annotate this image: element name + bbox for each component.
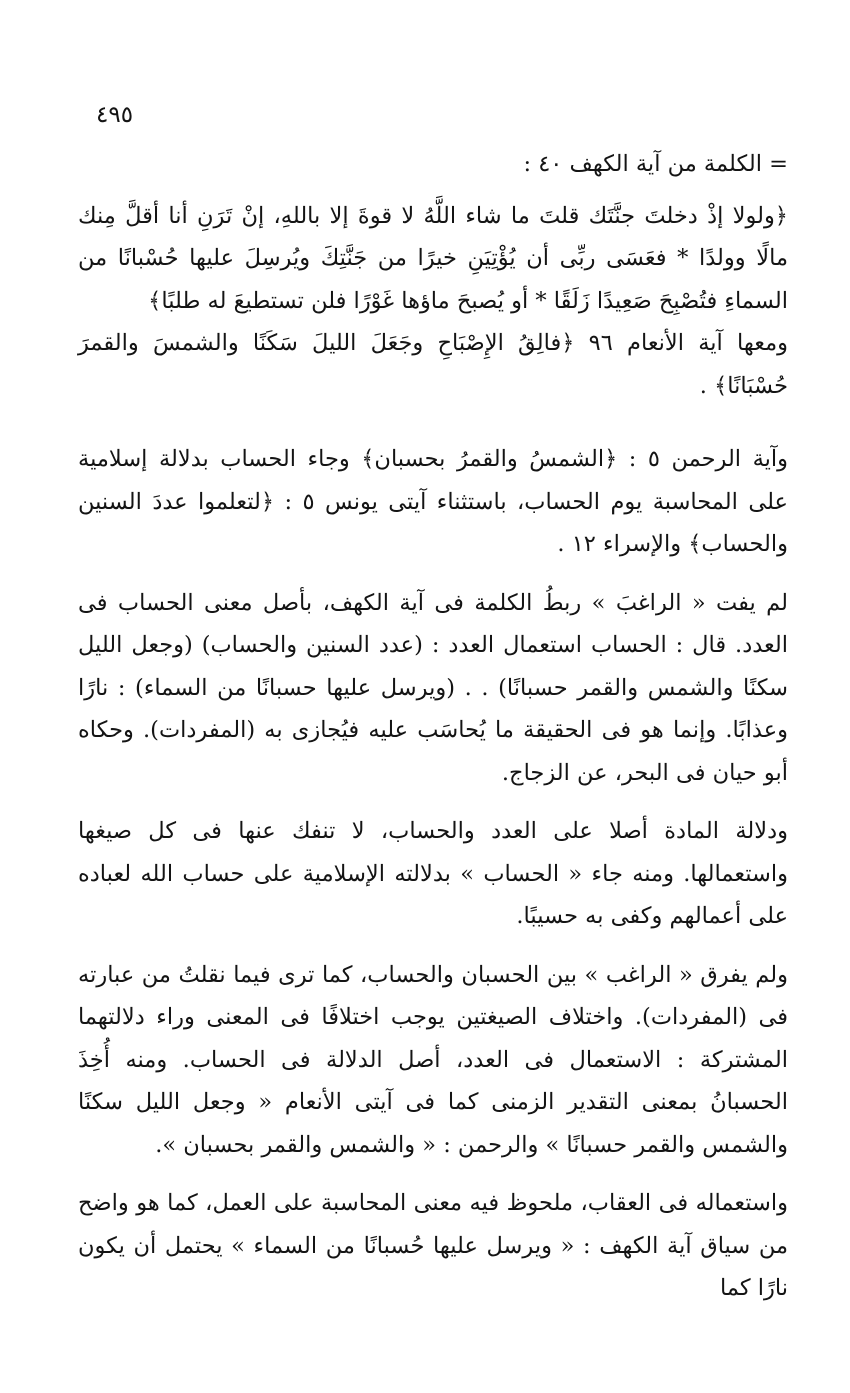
paragraph-punishment: واستعماله فى العقاب، ملحوظ فيه معنى المحاسبة على العمل، كما هو واضح من سياق آية الكهف : « ويرسل عليها حُسبانًا من السماء » يحتمل أن يكون نارًا كما [78, 1190, 789, 1301]
paragraph-root-meaning: ودلالة المادة أصلا على العدد والحساب، لا تنفك عنها فى كل صيغها واستعمالها. ومنه جاء « الحساب » بدلالته الإسلامية على حساب الله لعباده على أعمالهم وكفى به حسيبًا. [78, 818, 788, 929]
page-body [78, 143, 788, 1310]
section-heading: = الكلمة من آية الكهف ٤٠ : [523, 151, 788, 177]
page-number: ٤٩٥ [96, 102, 134, 128]
paragraph-rahman: وآية الرحمن ٥ : ﴿الشمسُ والقمرُ بحسبان﴾ وجاء الحساب بدلالة إسلامية على المحاسبة يوم الحساب، باستثناء آيتى يونس ٥ : ﴿لتعلموا عددَ السنين والحساب﴾ والإسراء ١٢ . [78, 446, 789, 557]
paragraph-raghib: لم يفت « الراغبَ » ربطُ الكلمة فى آية الكهف، بأصل معنى الحساب فى العدد. قال : الحساب استعمال العدد : (عدد السنين والحساب) (وجعل الليل سكنًا والشمس والقمر حسبانًا) . . (ويرسل عليها حسبانًا من السماء) : نارًا وعذابًا. وإنما هو فى الحقيقة ما يُحاسَب عليه فيُجازى به (المفردات). وحكاه أبو حيان فى البحر، عن الزجاج. [78, 589, 788, 786]
quran-quote-kahf: ﴿ولولا إذْ دخلتَ جنَّتَك قلتَ ما شاء اللَّهُ لا قوةَ إلا باللهِ، إنْ تَرَنِ أنا أقلَّ مِنك مالًا وولدًا * فعَسَى ربِّى أن يُؤْتِيَنِ خيرًا من جَنَّتِكَ ويُرسِلَ عليها حُسْبانًا من السماءِ فتُصْبِحَ صَعِيدًا زَلَقًا * أو يُصبحَ ماؤها غَوْرًا فلن تستطيعَ له طلبًا﴾ [78, 202, 788, 314]
paragraph-husban-hisab: ولم يفرق « الراغب » بين الحسبان والحساب، كما ترى فيما نقلتُ من عبارته فى (المفردات). واختلاف الصيغتين يوجب اختلافًا فى المعنى وراء دلالتهما المشتركة : الاستعمال فى العدد، أصل الدلالة فى الحساب. ومنه أُخِذَ الحسبانُ بمعنى التقدير الزمنى كما فى آيتى الأنعام « وجعل الليل سكنًا والشمس والقمر حسبانًا » والرحمن : « والشمس والقمر بحسبان ». [78, 961, 788, 1158]
anam-verse-paragraph: ومعها آية الأنعام ٩٦ ﴿فالِقُ الإِصْبَاحِ وجَعَلَ الليلَ سَكَنًا والشمسَ والقمرَ حُسْبَانًا﴾ . [78, 330, 788, 399]
